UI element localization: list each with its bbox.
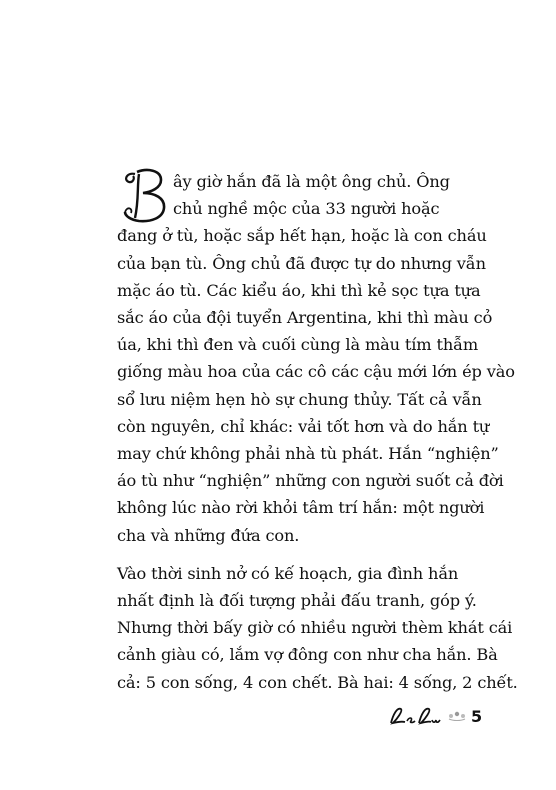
text-line: Vào thời sinh nở có kế hoạch, gia đình hắn <box>117 563 459 583</box>
text-line: sắc áo của đội tuyển Argentina, khi thì màu cỏ <box>117 308 493 328</box>
paragraph-1 <box>117 168 515 549</box>
floral-ornament-icon <box>447 710 467 722</box>
text-line: cả: 5 con sống, 4 con chết. Bà hai: 4 sống, 2 chết. <box>117 672 518 692</box>
text-line: cảnh giàu có, lắm vợ đông con như cha hắn. Bà <box>117 645 498 665</box>
page-footer <box>385 702 482 730</box>
text-line: mặc áo tù. Các kiểu áo, khi thì kẻ sọc tựa tựa <box>117 280 481 300</box>
text-line: cha và những đứa con. <box>117 525 300 545</box>
text-line: ây giờ hắn đã là một ông chủ. Ông <box>173 172 450 191</box>
text-line: đang ở tù, hoặc sắp hết hạn, hoặc là con cháu <box>117 226 487 246</box>
text-line: của bạn tù. Ông chủ đã được tự do nhưng vẫn <box>117 253 486 273</box>
paragraph-2 <box>117 560 518 696</box>
page-number: 5 <box>471 706 483 726</box>
body-text <box>117 168 518 696</box>
text-line: chủ nghề mộc của 33 người hoặc <box>173 199 440 219</box>
drop-cap-b <box>117 166 171 224</box>
text-line: sổ lưu niệm hẹn hò sự chung thủy. Tất cả vẫn <box>117 389 482 409</box>
text-line: nhất định là đối tượng phải đấu tranh, góp ý. <box>117 591 477 611</box>
text-line: may chứ không phải nhà tù phát. Hắn “nghiện” <box>117 444 499 464</box>
text-line: không lúc nào rời khỏi tâm trí hắn: một người <box>117 498 485 518</box>
author-signature <box>385 703 443 729</box>
text-line: Nhưng thời bấy giờ có nhiều người thèm khát cái <box>117 618 513 638</box>
text-line: giống màu hoa của các cô các cậu mới lớn ép vào <box>117 362 515 382</box>
text-line: áo tù như “nghiện” những con người suốt cả đời <box>117 471 504 491</box>
text-line: còn nguyên, chỉ khác: vải tốt hơn và do hắn tự <box>117 416 490 436</box>
text-line: úa, khi thì đen và cuối cùng là màu tím thẫm <box>117 335 479 355</box>
